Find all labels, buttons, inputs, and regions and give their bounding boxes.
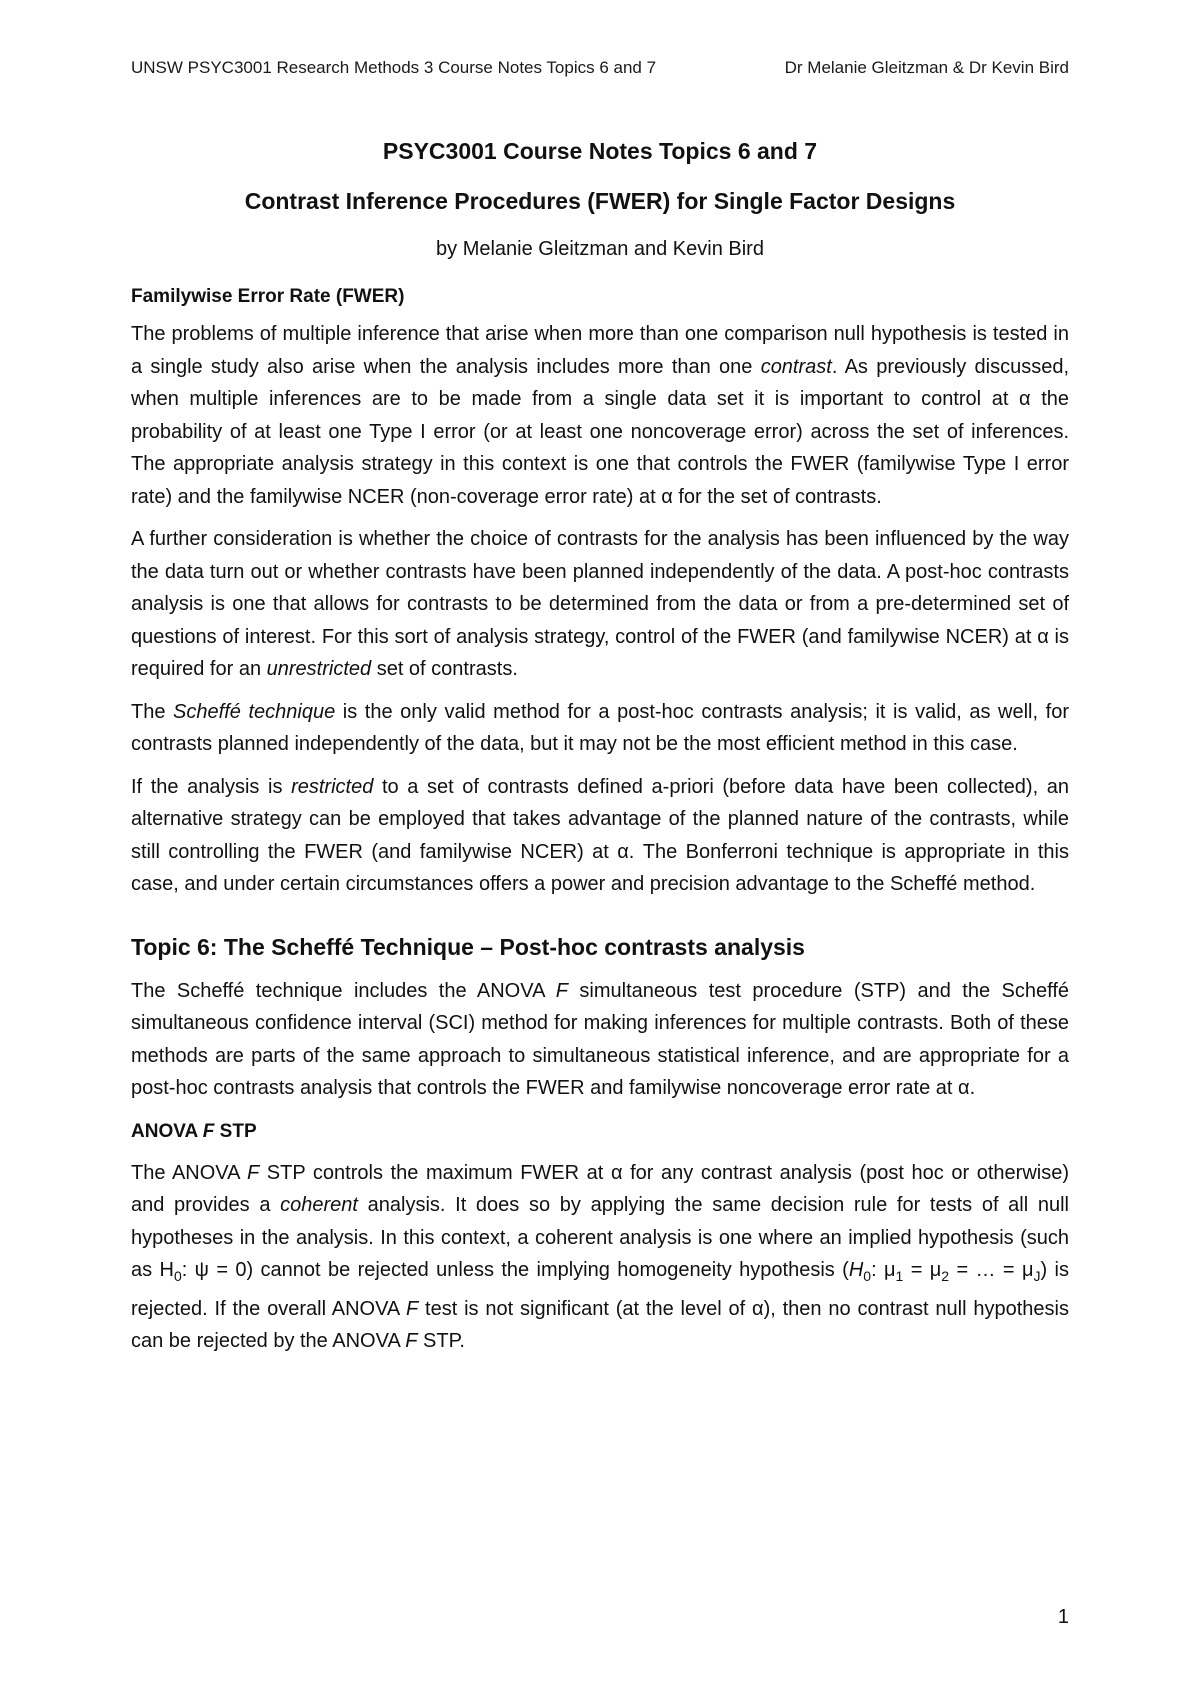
running-header xyxy=(131,58,1069,78)
paragraph-anova-f-stp: The ANOVA F STP controls the maximum FWER at α for any contrast analysis (post hoc or otherwise) and provides a coherent analysis. It does so by applying the same decision rule for tests of all null hypotheses in the analysis. In this context, a coherent analysis is one where an implied hypothesis (such as $H_0$: ψ = 0) cannot be rejected unless the implying homogeneity hypothesis ($H_0$: $\mu_1 = \mu_2$ = … = $\mu_J$) is rejected. If the overall ANOVA F test is not significant (at the level of α), then no contrast null hypothesis can be rejected by the ANOVA F STP. xyxy=(131,1161,1069,1352)
paragraph-fwer-2: A further consideration is whether the choice of contrasts for the analysis has been influenced by the way the data turn out or whether contrasts have been planned independently of the data. A post-hoc contrasts analysis is one that allows for contrasts to be determined from the data or from a pre-determined set of questions of interest. For this sort of analysis strategy, control of the FWER (and familywise NCER) at α is required for an unrestricted set of contrasts. xyxy=(131,528,1069,680)
document-subtitle: Contrast Inference Procedures (FWER) for Single Factor Designs xyxy=(244,188,956,214)
section-heading-fwer: Familywise Error Rate (FWER) xyxy=(131,286,405,307)
paragraph-fwer-1: The problems of multiple inference that arise when more than one comparison null hypothesis is tested in a single study also arise when the analysis includes more than one contrast. As previously discussed, when multiple inferences are to be made from a single data set it is important to control at α the probability of at least one Type I error (or at least one noncoverage error) across the set of inferences. The appropriate analysis strategy in this context is one that controls the FWER (familywise Type I error rate) and the familywise NCER (non-coverage error rate) at α for the set of contrasts. xyxy=(131,323,1070,508)
subsection-heading-anova-f-stp: ANOVA F STP xyxy=(131,1120,257,1142)
topic6-heading: Topic 6: The Scheffé Technique – Post-hoc contrasts analysis xyxy=(131,933,805,960)
paragraph-fwer-4: If the analysis is restricted to a set of contrasts defined a-priori (before data have been collected), an alternative strategy can be employed that takes advantage of the planned nature of the contrasts, while still controlling the FWER (and familywise NCER) at α. The Bonferroni technique is appropriate in this case, and under certain circumstances offers a power and precision advantage to the Scheffé method. xyxy=(131,775,1070,895)
paragraph-topic6-1: The Scheffé technique includes the ANOVA F simultaneous test procedure (STP) and the Scheffé simultaneous confidence interval (SCI) method for making inferences for multiple contrasts. Both of these methods are parts of the same approach to simultaneous statistical inference, and are appropriate for a post-hoc contrasts analysis that controls the FWER and familywise noncoverage error rate at α. xyxy=(131,979,1069,1099)
page-number: 1 xyxy=(1057,1606,1069,1628)
document-byline: by Melanie Gleitzman and Kevin Bird xyxy=(436,238,764,260)
header-authors: Dr Melanie Gleitzman & Dr Kevin Bird xyxy=(784,58,1069,77)
paragraph-fwer-3: The Scheffé technique is the only valid method for a post-hoc contrasts analysis; it is valid, as well, for contrasts planned independently of the data, but it may not be the most efficient method in this case. xyxy=(131,700,1069,755)
header-course-title: UNSW PSYC3001 Research Methods 3 Course Notes Topics 6 and 7 xyxy=(131,58,657,77)
document-body xyxy=(131,118,1069,1368)
document-title: PSYC3001 Course Notes Topics 6 and 7 xyxy=(382,138,818,164)
